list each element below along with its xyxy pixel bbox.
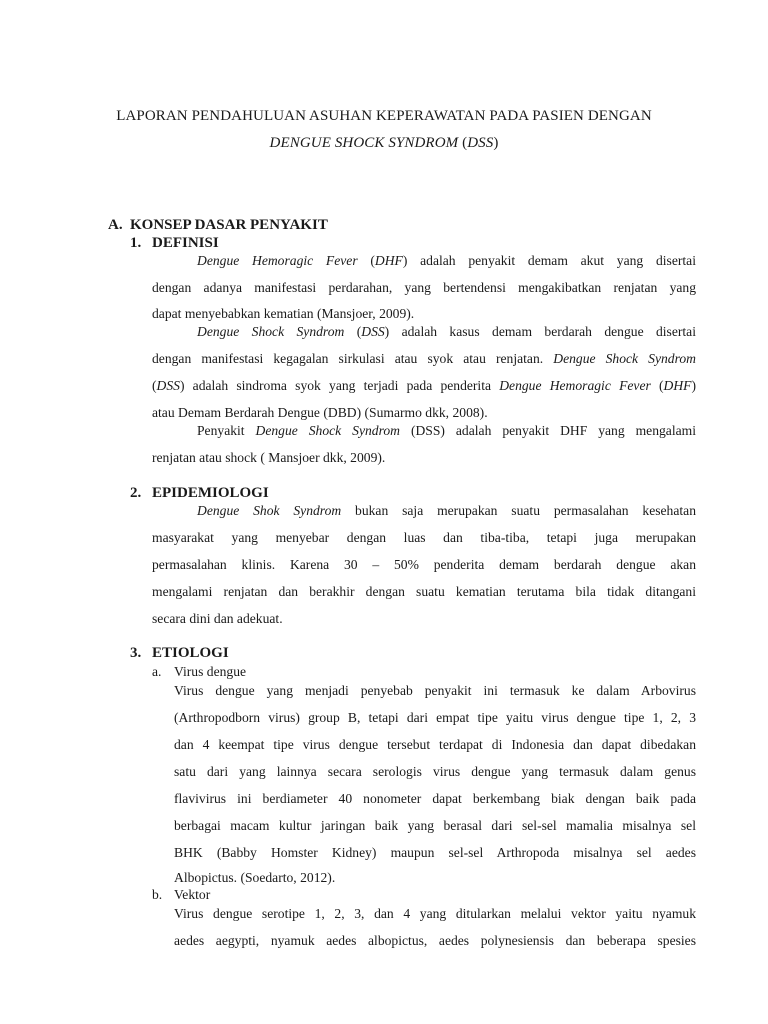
italic-term: DHF xyxy=(374,253,403,268)
page-subtitle: DENGUE SHOCK SYNDROM (DSS) xyxy=(269,135,499,151)
italic-term: Dengue Shock Syndrom xyxy=(197,324,345,339)
paragraph-line: (Arthropodborn virus) group B, tetapi dari empat tipe yaitu virus dengue tipe 1, 2, 3 xyxy=(174,710,696,725)
text-run: dengan manifestasi kegagalan sirkulasi atau syok atau renjatan. xyxy=(152,351,554,366)
page-title: LAPORAN PENDAHULUAN ASUHAN KEPERAWATAN PADA PASIEN DENGAN xyxy=(116,108,652,124)
paragraph-line: secara dini dan adekuat. xyxy=(152,611,283,626)
paragraph-line: masyarakat yang menyebar dengan luas dan tiba-tiba, tetapi juga merupakan xyxy=(152,530,696,545)
text-run: ) xyxy=(691,378,696,393)
paragraph-line: dapat menyebabkan kematian (Mansjoer, 2009). xyxy=(152,306,415,321)
paragraph-line xyxy=(197,503,696,519)
paragraph-line xyxy=(197,324,696,340)
section-heading: KONSEP DASAR PENYAKIT xyxy=(130,217,328,233)
italic-term: Dengue Shok Syndrom xyxy=(197,503,342,518)
subsection-heading: EPIDEMIOLOGI xyxy=(152,485,269,501)
italic-term: DHF xyxy=(663,378,692,393)
paragraph-line: aedes aegypti, nyamuk aedes albopictus, aedes polynesiensis dan beberapa spesies xyxy=(174,933,696,948)
text-run: (DSS) adalah penyakit DHF yang mengalami xyxy=(400,423,696,438)
paragraph-line xyxy=(197,423,696,439)
text-run: ) adalah sindroma syok yang terjadi pada penderita xyxy=(179,378,500,393)
subsection-heading: ETIOLOGI xyxy=(152,645,229,661)
paragraph-line: renjatan atau shock ( Mansjoer dkk, 2009). xyxy=(152,450,386,465)
paragraph-line: Virus dengue yang menjadi penyebab penyakit ini termasuk ke dalam Arbovirus xyxy=(174,683,696,698)
subsection-number: 2. xyxy=(130,485,142,501)
paragraph-line: berbagai macam kultur jaringan baik yang berasal dari sel-sel mamalia misalnya sel xyxy=(174,818,696,833)
paragraph-line xyxy=(152,378,696,394)
text-run: ) adalah penyakit demam akut yang disertai xyxy=(402,253,696,268)
text-run: ) adalah kasus demam berdarah dengue disertai xyxy=(384,324,696,339)
list-letter: a. xyxy=(152,664,162,679)
paragraph-line: dengan adanya manifestasi perdarahan, yang bertendensi mengakibatkan renjatan yang xyxy=(152,280,696,295)
italic-term: Dengue Shock Syndrom xyxy=(553,351,696,366)
italic-term: DSS xyxy=(361,324,385,339)
italic-term: Dengue Hemoragic Fever xyxy=(197,253,358,268)
paragraph-line: satu dari yang lainnya secara serologis virus dengue yang termasuk dalam genus xyxy=(174,764,696,779)
text-run: ( xyxy=(344,324,362,339)
paragraph-line: mengalami renjatan dan berakhir dengan suatu kematian terutama bila tidak ditangani xyxy=(152,584,696,599)
paragraph-line: permasalahan klinis. Karena 30 – 50% penderita demam berdarah dengue akan xyxy=(152,557,696,572)
paragraph-line xyxy=(152,351,696,367)
subsection-heading: DEFINISI xyxy=(152,235,219,251)
paragraph-line: Albopictus. (Soedarto, 2012). xyxy=(174,870,336,885)
list-heading: Vektor xyxy=(174,887,211,902)
text-run: ( xyxy=(650,378,664,393)
paragraph-line: atau Demam Berdarah Dengue (DBD) (Sumarmo dkk, 2008). xyxy=(152,405,488,420)
italic-term: Dengue Shock Syndrom xyxy=(255,423,400,438)
subsection-number: 1. xyxy=(130,235,142,251)
subsection-number: 3. xyxy=(130,645,142,661)
paragraph-line xyxy=(197,253,696,269)
italic-term: DSS xyxy=(156,378,180,393)
text-run: ( xyxy=(357,253,375,268)
paragraph-line: dan 4 keempat tipe virus dengue tersebut terdapat di Indonesia dan dapat dibedakan xyxy=(174,737,696,752)
section-letter: A. xyxy=(108,217,123,233)
paragraph-line: BHK (Babby Homster Kidney) maupun sel-sel Arthropoda misalnya sel aedes xyxy=(174,845,696,860)
list-letter: b. xyxy=(152,887,163,902)
italic-term: Dengue Hemoragic Fever xyxy=(499,378,651,393)
text-run: bukan saja merupakan suatu permasalahan kesehatan xyxy=(341,503,696,518)
paragraph-line: Virus dengue serotipe 1, 2, 3, dan 4 yang ditularkan melalui vektor yaitu nyamuk xyxy=(174,906,696,921)
paragraph-line: flavivirus ini berdiameter 40 nonometer dapat berkembang biak dengan baik pada xyxy=(174,791,696,806)
text-run: ( xyxy=(152,378,157,393)
list-heading: Virus dengue xyxy=(174,664,247,679)
text-run: Penyakit xyxy=(197,423,256,438)
